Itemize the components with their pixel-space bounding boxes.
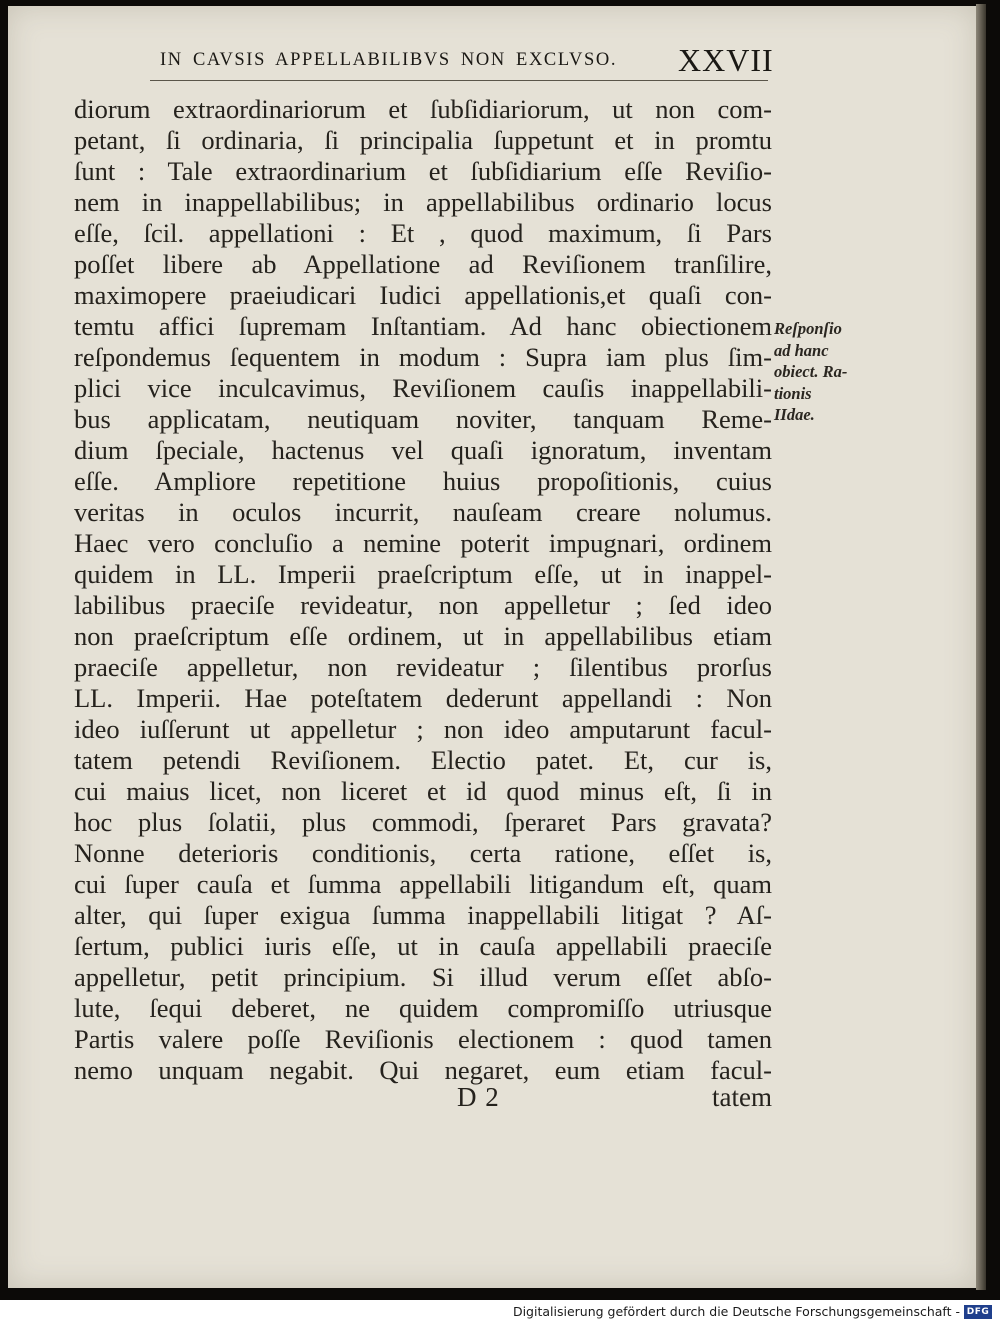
text-line: eſſe, ſcil. appellationi : Et , quod maximum, ſi Pars <box>74 218 772 248</box>
text-line: LL. Imperii. Hae poteſtatem dederunt appellandi : Non <box>74 683 772 713</box>
signature-mark: D 2 <box>457 1082 500 1112</box>
text-line: Nonne deterioris conditionis, certa ratione, eſſet is, <box>74 838 772 868</box>
text-line: ſunt : Tale extraordinarium et ſubſidiarium eſſe Reviſio- <box>74 156 772 186</box>
footer-credit: Digitalisierung gefördert durch die Deutsche Forschungsgemeinschaft - <box>512 1304 960 1319</box>
text-line: appelletur, petit principium. Si illud verum eſſet abſo- <box>74 962 772 992</box>
text-line: eſſe. Ampliore repetitione huius propoſitionis, cuius <box>74 466 772 496</box>
marginal-note <box>774 318 884 426</box>
running-title: IN CAVSIS APPELLABILIBVS NON EXCLVSO. <box>160 50 618 70</box>
marginal-note-line: ad hanc <box>774 340 829 360</box>
text-line: ideo iuſſerunt ut appelletur ; non ideo amputarunt facul- <box>74 714 772 744</box>
text-line: diorum extraordinariorum et ſubſidiariorum, ut non com- <box>74 94 772 124</box>
text-line: Haec vero concluſio a nemine poterit impugnari, ordinem <box>74 528 772 558</box>
marginal-note-line: Reſponſio <box>774 319 842 338</box>
body-text <box>74 94 772 1086</box>
text-line: temtu affici ſupremam Inſtantiam. Ad hanc obiectionem <box>74 311 772 341</box>
running-head <box>150 42 774 78</box>
text-line: petant, ſi ordinaria, ſi principalia ſuppetunt et in promtu <box>74 125 772 155</box>
text-line: veritas in oculos incurrit, nauſeam creare nolumus. <box>74 497 772 527</box>
text-line: quidem in LL. Imperii praeſcriptum eſſe, ut in inappel- <box>74 559 772 589</box>
text-line: maximopere praeiudicari Iudici appellationis,et quaſi con- <box>74 280 772 310</box>
text-line: tatem petendi Reviſionem. Electio patet. Et, cur is, <box>74 745 772 775</box>
text-line: alter, qui ſuper exigua ſumma inappellabili litigat ? Aſ- <box>74 900 772 930</box>
footer-bar <box>0 1300 1000 1325</box>
dfg-logo-icon: DFG <box>964 1305 992 1319</box>
text-line: lute, ſequi deberet, ne quidem compromiſſo utriusque <box>74 993 772 1023</box>
catchword: tatem <box>712 1082 772 1112</box>
text-line: hoc plus ſolatii, plus commodi, ſperaret Pars gravata? <box>74 807 772 837</box>
text-line: non praeſcriptum eſſe ordinem, ut in appellabilibus etiam <box>74 621 772 651</box>
text-line: Partis valere poſſe Reviſionis electionem : quod tamen <box>74 1024 772 1054</box>
page-edge <box>976 4 986 1290</box>
marginal-note-line: tionis <box>774 383 812 403</box>
marginal-note-line: IIdae. <box>774 405 815 424</box>
text-line: cui ſuper cauſa et ſumma appellabili litigandum eſt, quam <box>74 869 772 899</box>
text-line: reſpondemus ſequentem in modum : Supra iam plus ſim- <box>74 342 772 372</box>
text-line: cui maius licet, non liceret et id quod minus eſt, ſi in <box>74 776 772 806</box>
text-line: dium ſpeciale, hactenus vel quaſi ignoratum, inventam <box>74 435 772 465</box>
text-line: labilibus praeciſe revideatur, non appelletur ; ſed ideo <box>74 590 772 620</box>
page-number: XXVII <box>678 42 774 78</box>
marginal-note-line: obiect. Ra- <box>774 362 848 381</box>
text-line: nem in inappellabilibus; in appellabilibus ordinario locus <box>74 187 772 217</box>
text-line: ſertum, publici iuris eſſe, ut in cauſa appellabili praeciſe <box>74 931 772 961</box>
text-line: bus applicatam, neutiquam noviter, tanquam Reme- <box>74 404 772 434</box>
text-line: plici vice inculcavimus, Reviſionem cauſis inappellabili- <box>74 373 772 403</box>
head-rule <box>150 80 768 81</box>
text-line: poſſet libere ab Appellatione ad Reviſionem tranſilire, <box>74 249 772 279</box>
text-line: nemo unquam negabit. Qui negaret, eum etiam facul- <box>74 1055 772 1085</box>
text-line: praeciſe appelletur, non revideatur ; ſilentibus prorſus <box>74 652 772 682</box>
